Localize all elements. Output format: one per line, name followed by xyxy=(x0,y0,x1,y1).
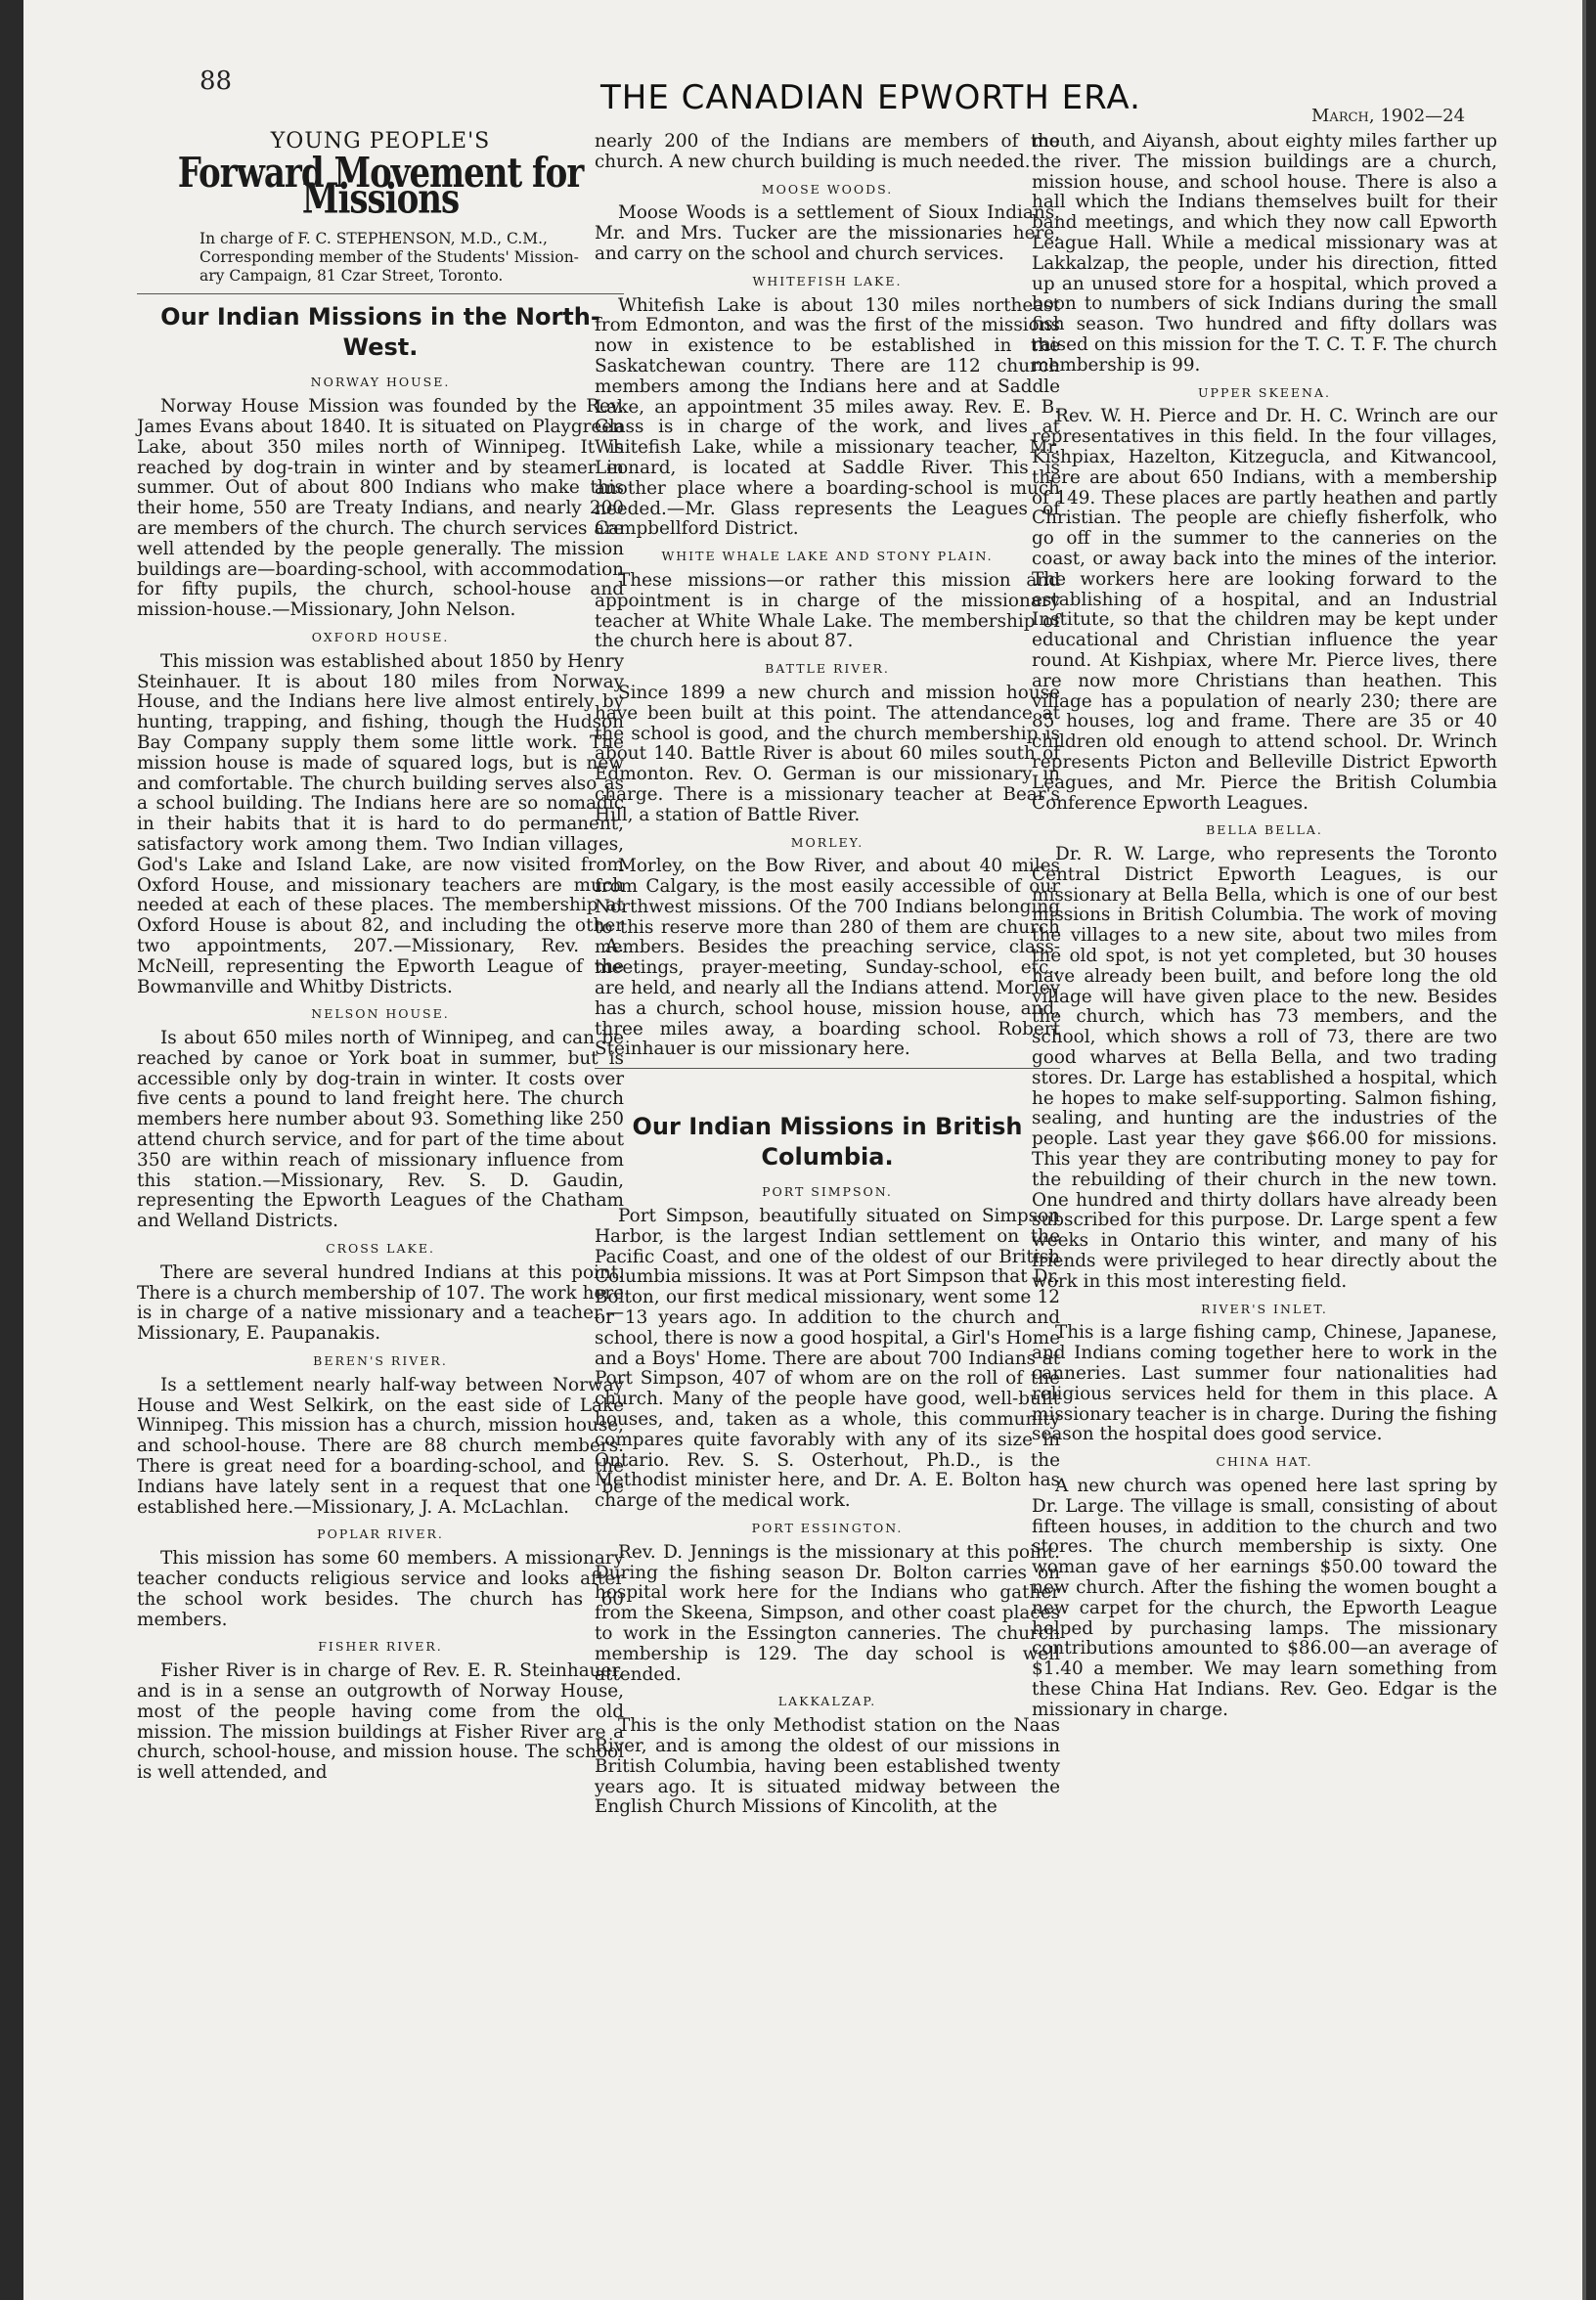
section-heading: UPPER SKEENA. xyxy=(1198,384,1331,400)
section-heading: NORWAY HOUSE. xyxy=(310,375,451,390)
section-heading: BATTLE RIVER. xyxy=(765,661,890,677)
article-title: Our Indian Missions in British Columbia. xyxy=(632,1113,1023,1172)
section-text: These missions—or rather this mission and appointment is in charge of the missionary teacher at White Whale Lake. The membership of the church here is about 87. xyxy=(595,569,1060,652)
column-3 xyxy=(1032,132,1497,1721)
section-heading: MORLEY. xyxy=(790,834,864,850)
article-title: Our Indian Missions in the North-West. xyxy=(160,303,600,362)
column-1 xyxy=(137,129,624,1784)
page-header xyxy=(23,59,1586,127)
section-heading: LAKKALZAP. xyxy=(777,1694,877,1709)
section-text: This mission was established about 1850 by Henry Steinhauer. It is about 180 miles from Norway House, and the Indians here live almost entirely by hunting, trapping, and fishing, though the Hudson Bay Company supply them some little work. The mission house is made of squared logs, but is new and comfortable. The church building serves also as a school building. The Indians here are so nomadic in their habits that it is hard to do permanent, satisfactory work among them. Two Indian villages, God's Lake and Island Lake, are now visited from Oxford House, and missionary teachers are much needed at each of these places. The membership at Oxford House is about 82, and including the other two appointments, 207.—Missionary, Rev. A. McNeill, representing the Epworth League of the Bowmanville and Whitby Districts. xyxy=(137,650,624,997)
continued-text: nearly 200 of the Indians are members of the church. A new church building is much needed. xyxy=(595,131,1060,172)
section-text: Dr. R. W. Large, who represents the Toronto Central District Epworth Leagues, is our missionary at Bella Bella, which is one of our best missions in British Columbia. The work of moving the villages to a new site, about two miles from the old spot, is not yet completed, but 30 houses have already been built, and before long the old village will have given place to the new. Besides the church, which has 73 members, and the school, which shows a roll of 73, there are two good wharves at Bella Bella, and two trading stores. Dr. Large has established a hospital, which he hopes to make self-supporting. Salmon fishing, sealing, and hunting are the industries of the people. Last year they gave $66.00 for missions. This year they are contributing money to pay for the rebuilding of their church in the new town. One hundred and thirty dollars have already been subscribed for this purpose. Dr. Large spent a few weeks in Ontario this winter, and many of his friends were privileged to hear directly about the work in this most interesting field. xyxy=(1032,844,1497,1292)
section-text: This mission has some 60 members. A missionary teacher conducts religious service and looks after the school work besides. The church has 60 members. xyxy=(137,1548,624,1630)
section-heading: FISHER RIVER. xyxy=(318,1639,443,1655)
section-text: This is a large fishing camp, Chinese, Japanese, and Indians coming together here to work in the canneries. Last summer four nationalities had religious services held for them in this place. A missionary teacher is in charge. During the fishing season the hospital does good service. xyxy=(1032,1322,1497,1445)
section-text: Is a settlement nearly half-way between Norway House and West Selkirk, on the east side of Lake Winnipeg. This mission has a church, mission house, and school-house. There are 88 church members. There is great need for a boarding-school, and the Indians have lately sent in a request that one be established here.—Missionary, J. A. McLachlan. xyxy=(137,1374,624,1518)
section-text: Port Simpson, beautifully situated on Simpson Harbor, is the largest Indian settlement on the Pacific Coast, and one of the oldest of our British Columbia missions. It was at Port Simpson that Dr. Bolton, our first medical missionary, went some 12 or 13 years ago. In addition to the church and school, there is now a good hospital, a Girl's Home and a Boys' Home. There are about 700 Indians at Port Simpson, 407 of whom are on the roll of the church. Many of the people have good, well-built houses, and, taken as a whole, this community compares quite favorably with any of its size in Ontario. Rev. S. S. Osterhout, Ph.D., is the Methodist minister here, and Dr. A. E. Bolton has charge of the medical work. xyxy=(595,1206,1060,1512)
section-heading: BELLA BELLA. xyxy=(1206,822,1323,838)
column-2 xyxy=(595,132,1060,1818)
charge-line: Corresponding member of the Students' Mission- xyxy=(200,248,579,267)
section-heading: PORT ESSINGTON. xyxy=(751,1521,904,1536)
department-masthead: Forward Movement for Missions xyxy=(177,149,584,224)
divider xyxy=(137,293,624,294)
charge-line: In charge of F. C. STEPHENSON, M.D., C.M., xyxy=(200,230,548,248)
section-text: Morley, on the Bow River, and about 40 miles from Calgary, is the most easily accessible of our Northwest missions. Of the 700 Indians belonging to this reserve more than 280 of them are church members. Besides the preaching service, class-meetings, prayer-meeting, Sunday-school, etc., are held, and nearly all the Indians attend. Morley has a church, school house, mission house, and, three miles away, a boarding school. Robert Steinhauer is our missionary here. xyxy=(595,856,1060,1060)
section-text: Rev. W. H. Pierce and Dr. H. C. Wrinch are our representatives in this field. In the four villages, Kishpiax, Hazelton, Kitzegucla, and Kitwancool, there are about 650 Indians, with a membership of 149. These places are partly heathen and partly Christian. The people are chiefly fisherfolk, who go off in the summer to the canneries on the coast, or away back into the mines of the interior. The workers here are looking forward to the establishing of a hospital, and an Industrial Institute, so that the children may be kept under educational and Christian influence the year round. At Kishpiax, where Mr. Pierce lives, there are now more Christians than heathen. This village has a population of nearly 230; there are 85 houses, log and frame. There are 35 or 40 children old enough to attend school. Dr. Wrinch represents Picton and Belleville District Epworth Leagues, and Mr. Pierce the British Columbia Conference Epworth Leagues. xyxy=(1032,406,1497,814)
section-text: Since 1899 a new church and mission house have been built at this point. The attendance at the school is good, and the church membership is about 140. Battle River is about 60 miles south of Edmonton. Rev. O. German is our missionary in charge. There is a missionary teacher at Bear's Hill, a station of Battle River. xyxy=(595,682,1060,825)
section-heading: RIVER'S INLET. xyxy=(1201,1301,1328,1316)
magazine-page xyxy=(23,0,1586,2300)
continued-text: mouth, and Aiyansh, about eighty miles farther up the river. The mission buildings are a church, mission house, and school house. There is also a hall which the Indians themselves built for their band meetings, and which they now call Epworth League Hall. While a medical missionary was at Lakkalzap, the people, under his direction, fitted up an unused store for a hospital, which proved a boon to numbers of sick Indians during the small fish season. Two hundred and fifty dollars was raised on this mission for the T. C. T. F. The church membership is 99. xyxy=(1032,131,1497,376)
department-kicker: YOUNG PEOPLE'S xyxy=(270,129,491,154)
section-heading: POPLAR RIVER. xyxy=(317,1526,444,1542)
section-heading: WHITEFISH LAKE. xyxy=(752,273,903,288)
charge-line: ary Campaign, 81 Czar Street, Toronto. xyxy=(200,267,504,286)
section-text: Moose Woods is a settlement of Sioux Indians. Mr. and Mrs. Tucker are the missionaries here, and carry on the school and church services. xyxy=(595,202,1060,264)
section-heading: CROSS LAKE. xyxy=(326,1241,435,1257)
divider xyxy=(595,1068,1060,1069)
section-text: Norway House Mission was founded by the Rev. James Evans about 1840. It is situated on Playgreen Lake, about 350 miles north of Winnipeg. It is reached by dog-train in winter and by steamer in summer. Out of about 800 Indians who make this their home, 550 are Treaty Indians, and nearly 200 are members of the church. The church services are well attended by the people generally. The mission buildings are—boarding-school, with accommodation for fifty pupils, the church, school-house and mission-house.—Missionary, John Nelson. xyxy=(137,396,624,621)
issue-label: March, 1902—24 xyxy=(1311,106,1466,126)
section-heading: CHINA HAT. xyxy=(1216,1454,1313,1470)
section-text: A new church was opened here last spring by Dr. Large. The village is small, consisting of about fifteen houses, in addition to the church and two stores. The church membership is sixty. One woman gave of her earnings $50.00 toward the new church. After the fishing the women bought a new carpet for the church, the Epworth League helped by purchasing lamps. The missionary contributions amounted to $86.00—an average of $1.40 a member. We may learn something from these China Hat Indians. Rev. Geo. Edgar is the missionary in charge. xyxy=(1032,1476,1497,1720)
section-heading: NELSON HOUSE. xyxy=(311,1006,450,1022)
section-heading: OXFORD HOUSE. xyxy=(311,629,450,644)
section-text: Is about 650 miles north of Winnipeg, and can be reached by canoe or York boat in summer, but is accessible only by dog-train in winter. It costs over five cents a pound to land freight here. The church members here number about 93. Something like 250 attend church service, and for part of the time about 350 are within reach of missionary influence from this station.—Missionary, Rev. S. D. Gaudin, representing the Epworth Leagues of the Chatham and Welland Districts. xyxy=(137,1028,624,1232)
section-heading: PORT SIMPSON. xyxy=(762,1184,893,1200)
section-heading: MOOSE WOODS. xyxy=(761,181,894,197)
page-edge-shadow xyxy=(1582,0,1586,2300)
section-text: Fisher River is in charge of Rev. E. R. Steinhauer, and is in a sense an outgrowth of Norway House, most of the people having come from the old mission. The mission buildings at Fisher River are a church, school-house, and mission house. The school is well attended, and xyxy=(137,1660,624,1784)
section-heading: WHITE WHALE LAKE AND STONY PLAIN. xyxy=(661,549,994,564)
section-text: This is the only Methodist station on the Naas River, and is among the oldest of our missions in British Columbia, having been established twenty years ago. It is situated midway between the English Church Missions of Kincolith, at the xyxy=(595,1715,1060,1818)
page-number: 88 xyxy=(200,66,233,96)
section-text: Whitefish Lake is about 130 miles northeast from Edmonton, and was the first of the missions now in existence to be established in the Saskatchewan country. There are 112 church members among the Indians here and at Saddle Lake, an appointment 35 miles away. Rev. E. B. Glass is in charge of the work, and lives at Whitefish Lake, while a missionary teacher, Mr. Leonard, is located at Saddle River. This is another place where a boarding-school is much needed.—Mr. Glass represents the Leagues of Campbellford District. xyxy=(595,294,1060,540)
section-text: Rev. D. Jennings is the missionary at this point. During the fishing season Dr. Bolton carries on hospital work here for the Indians who gather from the Skeena, Simpson, and other coast places to work in the Essington canneries. The church membership is 129. The day school is well attended. xyxy=(595,1541,1060,1685)
section-text: There are several hundred Indians at this point. There is a church membership of 107. The work here is in charge of a native missionary and a teacher.—Missionary, E. Paupanakis. xyxy=(137,1261,624,1345)
journal-title: THE CANADIAN EPWORTH ERA. xyxy=(600,78,1141,117)
section-heading: BEREN'S RIVER. xyxy=(313,1353,448,1369)
